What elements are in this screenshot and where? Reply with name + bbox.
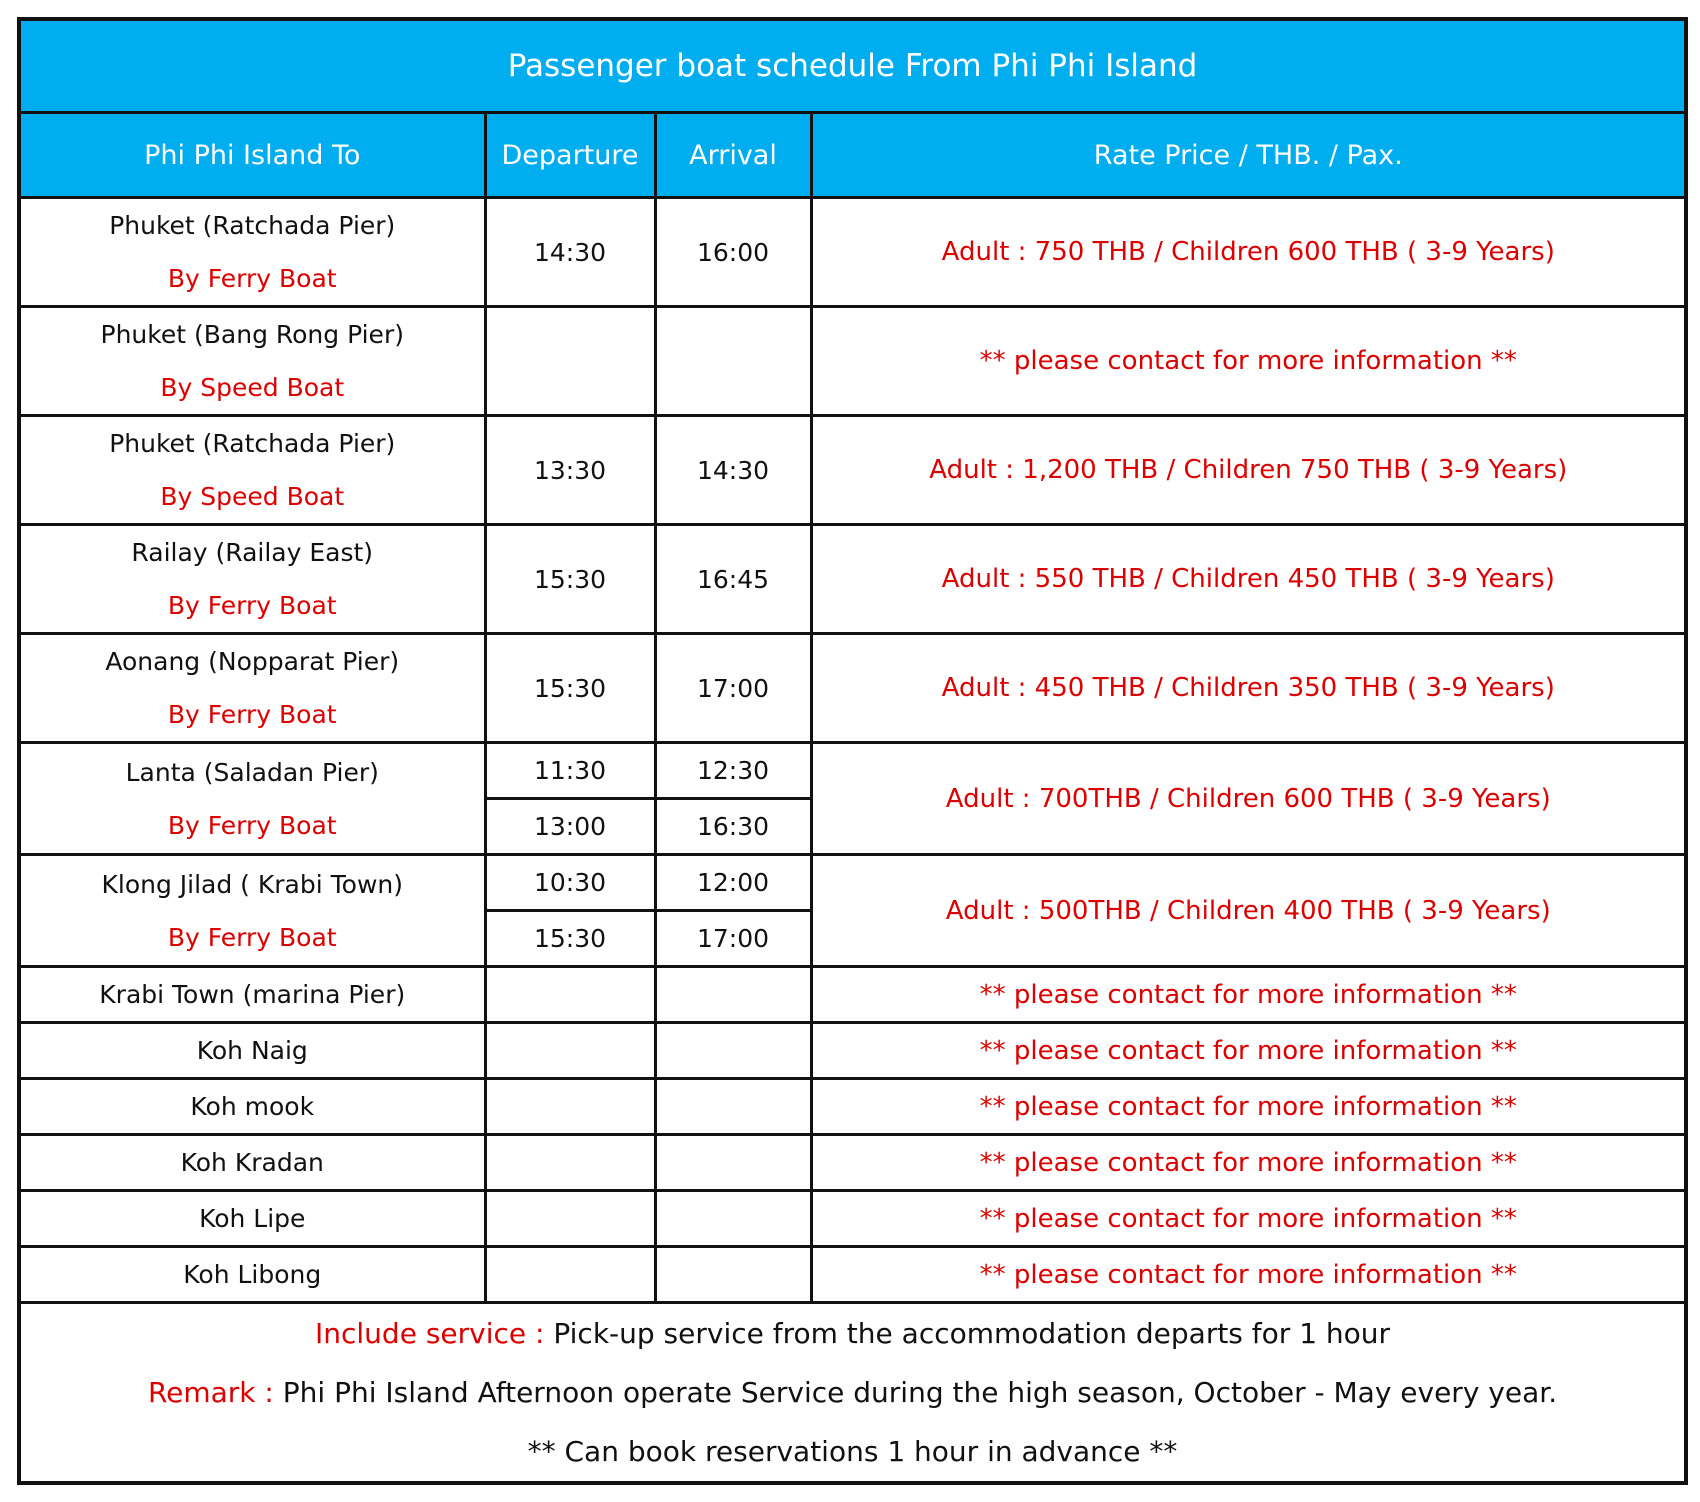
arrival-time: 16:00 [655, 198, 811, 307]
rate-column-header: Rate Price / THB. / Pax. [811, 113, 1686, 198]
destination-cell [19, 743, 485, 855]
departure-time [485, 1247, 655, 1303]
destination-name: Krabi Town (marina Pier) [19, 967, 485, 1023]
remark-label: Remark : [147, 1376, 274, 1409]
arrival-time [655, 1023, 811, 1079]
arrival-column-header: Arrival [655, 113, 811, 198]
departure-time [485, 1191, 655, 1247]
destination-name: Phuket (Ratchada Pier) [109, 429, 396, 458]
arrival-time: 16:30 [655, 799, 811, 855]
remark-text: Phi Phi Island Afternoon operate Service during the high season, October - May every year. [273, 1376, 1558, 1409]
arrival-time: 14:30 [655, 416, 811, 525]
rate-price: ** please contact for more information ** [811, 1135, 1686, 1191]
departure-time [485, 1079, 655, 1135]
schedule-row [19, 525, 1686, 634]
rate-price: Adult : 500THB / Children 400 THB ( 3-9 Years) [811, 855, 1686, 967]
schedule-row [19, 743, 1686, 799]
schedule-row [19, 1079, 1686, 1135]
rate-price: Adult : 450 THB / Children 350 THB ( 3-9 Years) [811, 634, 1686, 743]
boat-type: By Ferry Boat [167, 810, 337, 840]
boat-type: By Ferry Boat [167, 700, 337, 729]
boat-type: By Ferry Boat [167, 591, 337, 620]
schedule-row [19, 634, 1686, 743]
rate-price: Adult : 750 THB / Children 600 THB ( 3-9 Years) [811, 198, 1686, 307]
destination-cell [19, 634, 485, 743]
remark-line [21, 1363, 1684, 1422]
include-service-line [21, 1304, 1684, 1363]
boat-type: By Ferry Boat [167, 264, 337, 293]
departure-time: 15:30 [485, 525, 655, 634]
arrival-time [655, 1191, 811, 1247]
boat-schedule-table [17, 17, 1688, 1485]
destination-name: Klong Jilad ( Krabi Town) [101, 869, 403, 899]
arrival-time [655, 1079, 811, 1135]
include-service-text: Pick-up service from the accommodation departs for 1 hour [544, 1317, 1391, 1350]
include-service-label: Include service : [315, 1317, 545, 1350]
schedule-row [19, 198, 1686, 307]
destination-name: Koh Libong [19, 1247, 485, 1303]
rate-price: ** please contact for more information ** [811, 307, 1686, 416]
rate-price: Adult : 550 THB / Children 450 THB ( 3-9 Years) [811, 525, 1686, 634]
arrival-time [655, 1247, 811, 1303]
destination-cell [19, 855, 485, 967]
boat-type: By Speed Boat [160, 373, 345, 402]
destination-name: Koh Kradan [19, 1135, 485, 1191]
schedule-row [19, 967, 1686, 1023]
destination-cell [19, 198, 485, 307]
boat-type: By Ferry Boat [167, 922, 337, 952]
arrival-time [655, 307, 811, 416]
departure-time: 13:00 [485, 799, 655, 855]
destination-name: Railay (Railay East) [131, 538, 374, 567]
destination-name: Koh Naig [19, 1023, 485, 1079]
departure-column-header: Departure [485, 113, 655, 198]
departure-time: 13:30 [485, 416, 655, 525]
reservation-note: ** Can book reservations 1 hour in advance ** [527, 1435, 1178, 1468]
departure-time: 14:30 [485, 198, 655, 307]
arrival-time: 12:00 [655, 855, 811, 911]
destination-cell [19, 416, 485, 525]
destination-name: Koh mook [19, 1079, 485, 1135]
arrival-time [655, 967, 811, 1023]
arrival-time: 17:00 [655, 634, 811, 743]
departure-time [485, 307, 655, 416]
schedule-row [19, 1135, 1686, 1191]
departure-time: 15:30 [485, 911, 655, 967]
departure-time: 15:30 [485, 634, 655, 743]
column-header-row [19, 113, 1686, 198]
rate-price: ** please contact for more information ** [811, 1023, 1686, 1079]
arrival-time: 16:45 [655, 525, 811, 634]
schedule-row [19, 855, 1686, 911]
arrival-time [655, 1135, 811, 1191]
destination-name: Phuket (Bang Rong Pier) [100, 320, 404, 349]
destination-name: Aonang (Nopparat Pier) [105, 647, 400, 676]
schedule-row [19, 1247, 1686, 1303]
destination-cell [19, 307, 485, 416]
rate-price: ** please contact for more information ** [811, 1191, 1686, 1247]
arrival-time: 17:00 [655, 911, 811, 967]
destination-name: Koh Lipe [19, 1191, 485, 1247]
destination-column-header: Phi Phi Island To [19, 113, 485, 198]
rate-price: Adult : 1,200 THB / Children 750 THB ( 3-9 Years) [811, 416, 1686, 525]
destination-name: Phuket (Ratchada Pier) [109, 211, 396, 240]
destination-cell [19, 525, 485, 634]
schedule-row [19, 1023, 1686, 1079]
destination-name: Lanta (Saladan Pier) [125, 757, 379, 787]
departure-time [485, 967, 655, 1023]
rate-price: ** please contact for more information ** [811, 1247, 1686, 1303]
schedule-row [19, 416, 1686, 525]
arrival-time: 12:30 [655, 743, 811, 799]
schedule-body [19, 198, 1686, 1303]
rate-price: ** please contact for more information ** [811, 967, 1686, 1023]
schedule-row [19, 307, 1686, 416]
departure-time [485, 1023, 655, 1079]
departure-time: 10:30 [485, 855, 655, 911]
departure-time: 11:30 [485, 743, 655, 799]
schedule-title: Passenger boat schedule From Phi Phi Island [19, 19, 1686, 113]
boat-type: By Speed Boat [160, 482, 345, 511]
departure-time [485, 1135, 655, 1191]
rate-price: ** please contact for more information ** [811, 1079, 1686, 1135]
schedule-row [19, 1191, 1686, 1247]
footer-notes [19, 1303, 1686, 1484]
rate-price: Adult : 700THB / Children 600 THB ( 3-9 Years) [811, 743, 1686, 855]
